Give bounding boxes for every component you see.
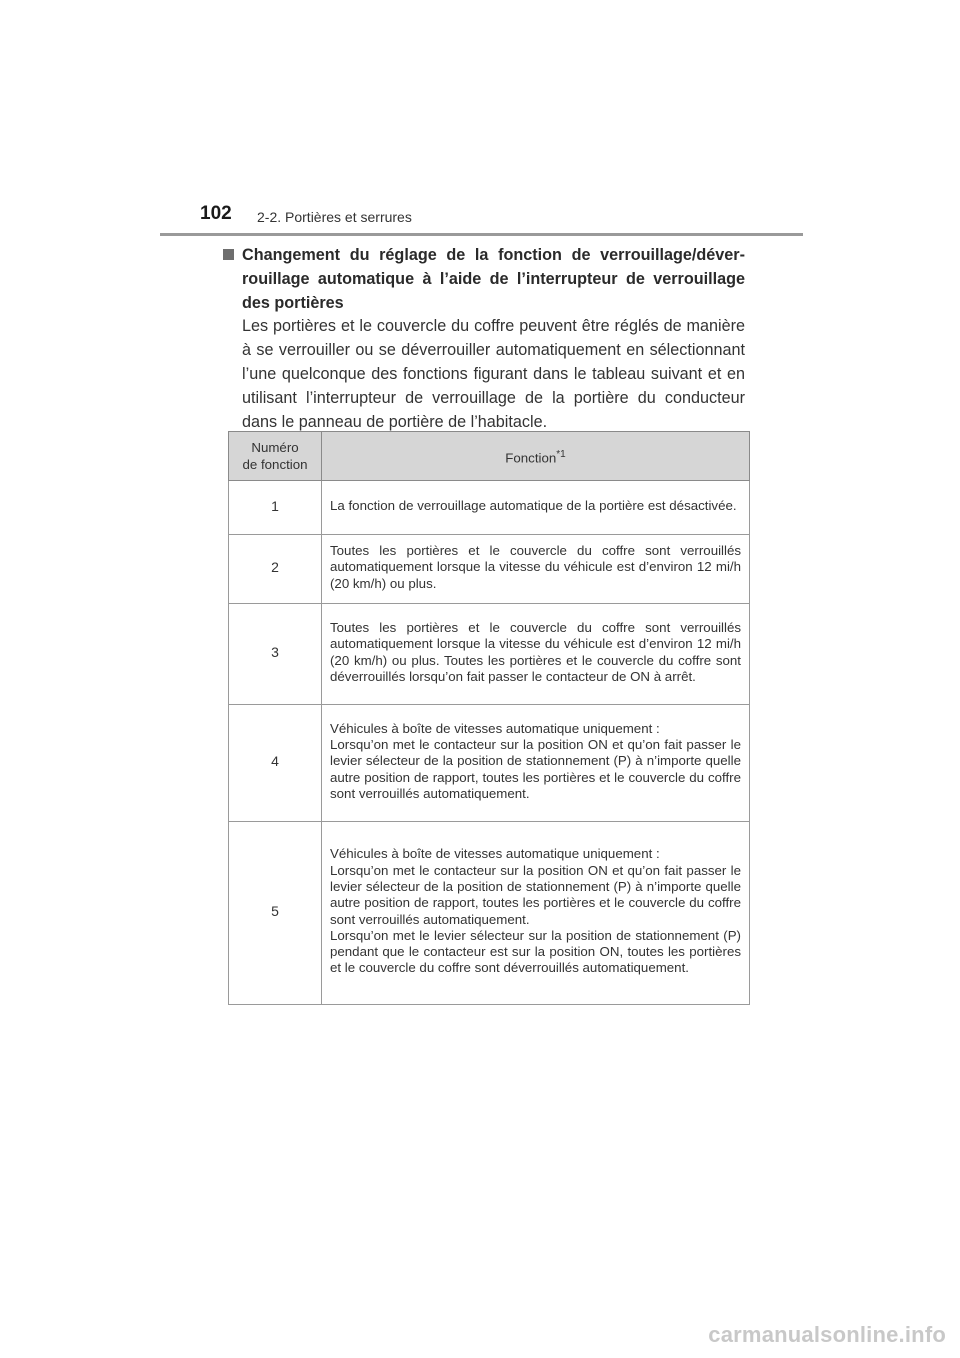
- function-number: 1: [229, 481, 322, 535]
- table-row: [229, 481, 750, 535]
- vehicle-condition: Véhicules à boîte de vitesses automatique uniquement :: [330, 720, 660, 736]
- section-title: 2-2. Portières et serrures: [257, 209, 412, 225]
- function-detail-2: Lorsqu’on met le levier sélecteur sur la position de stationnement (P) pendant que le contacteur est sur la position ON, toutes les portières et le couvercle du coffre sont déverrouillés automatiquement.: [330, 927, 741, 976]
- function-number: 3: [229, 604, 322, 705]
- table-header-row: [229, 432, 750, 481]
- function-table: [228, 431, 750, 1005]
- function-description: La fonction de verrouillage automatique de la portière est désactivée.: [322, 481, 750, 535]
- column-header-function: Fonction$^{*1}$: [322, 432, 750, 481]
- footnote-mark: *1: [556, 448, 566, 460]
- table-row: [229, 705, 750, 822]
- header-rule: [160, 233, 803, 236]
- function-description: [322, 705, 750, 822]
- function-number: 5: [229, 822, 322, 1005]
- heading-text: Changement du réglage de la fonction de verrouillage/déverrouillage automatique à l’aide de l’interrupteur de verrouillage des portières: [242, 246, 745, 312]
- square-bullet-icon: [223, 249, 234, 260]
- column-header-number: Numéro de fonction: [229, 432, 322, 481]
- table-row: [229, 604, 750, 705]
- page-number: 102: [200, 203, 232, 224]
- function-description: Toutes les portières et le couvercle du coffre sont verrouillés automatiquement lorsque la vitesse du véhicule est d’environ 12 mi/h (20 km/h) ou plus. Toutes les portières et le couvercle du coffre sont déverrouillés lorsqu’on fait passer le contacteur de ON à arrêt.: [322, 604, 750, 705]
- function-description: [322, 822, 750, 1005]
- table-row: [229, 535, 750, 604]
- function-number: 2: [229, 535, 322, 604]
- function-detail: Lorsqu’on met le contacteur sur la position ON et qu’on fait passer le levier sélecteur de la position de stationnement (P) à n’importe quelle autre position de rapport, toutes les portières et le couvercle du coffre sont verrouillés automatiquement.: [330, 862, 741, 927]
- function-detail: Lorsqu’on met le contacteur sur la position ON et qu’on fait passer le levier sélecteur de la position de stationnement (P) à n’importe quelle autre position de rapport, toutes les portières et le couvercle du coffre sont verrouillés automatiquement.: [330, 737, 741, 801]
- watermark: carmanualsonline.info: [708, 1322, 946, 1347]
- table-row: [229, 822, 750, 1005]
- vehicle-condition: Véhicules à boîte de vitesses automatique uniquement :: [330, 846, 660, 862]
- intro-paragraph: Les portières et le couvercle du coffre peuvent être réglés de manière à se verrouiller ou se déverrouiller automatiquement en sélectionnant l’une quelconque des fonctions figurant dans le tableau suivant et en utilisant l’interrupteur de verrouillage de la portière du conducteur dans le panneau de portière de l’habitacle.: [242, 317, 745, 431]
- function-number: 4: [229, 705, 322, 822]
- function-description: Toutes les portières et le couvercle du coffre sont verrouillés automatiquement lorsque la vitesse du véhicule est d’environ 12 mi/h (20 km/h) ou plus.: [322, 535, 750, 604]
- section-heading: [223, 243, 745, 315]
